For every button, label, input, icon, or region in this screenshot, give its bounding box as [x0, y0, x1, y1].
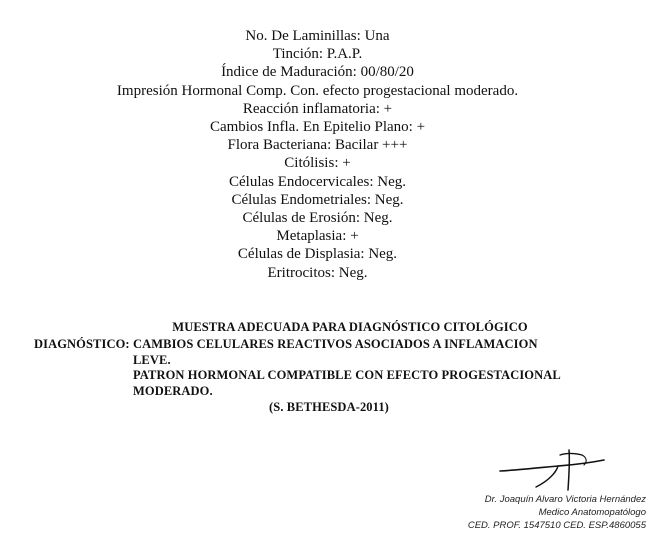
finding-hormonal-impression: Impresión Hormonal Comp. Con. efecto progestacional moderado. [116, 82, 519, 99]
diagnosis-line: CAMBIOS CELULARES REACTIVOS ASOCIADOS A INFLAMACION [133, 337, 538, 351]
finding-stain: Tinción: P.A.P. [272, 46, 363, 63]
diagnosis-line: LEVE. [133, 352, 171, 367]
diagnosis-lines [133, 337, 561, 399]
finding-erosion-cells: Células de Erosión: Neg. [242, 210, 393, 227]
finding-maturation-index: Índice de Maduración: 00/80/20 [221, 64, 414, 81]
diagnosis-reference: (S. BETHESDA-2011) [269, 400, 389, 414]
diagnosis-label: DIAGNÓSTICO: [34, 337, 130, 351]
diagnosis-line: PATRON HORMONAL COMPATIBLE CON EFECTO PROGESTACIONAL [133, 368, 561, 382]
diagnosis-line: MODERADO. [133, 383, 213, 398]
finding-metaplasia: Metaplasia: + [276, 228, 359, 245]
finding-erythrocytes: Eritrocitos: Neg. [267, 264, 368, 281]
doctor-title: Medico Anatomopatólogo [538, 507, 646, 518]
handwritten-signature [498, 447, 608, 491]
findings-list [0, 27, 635, 282]
finding-bacterial-flora: Flora Bacteriana: Bacilar +++ [227, 137, 408, 154]
doctor-credentials: CED. PROF. 1547510 CED. ESP.4860055 [467, 520, 646, 531]
finding-slides: No. De Laminillas: Una [245, 28, 390, 44]
doctor-name: Dr. Joaquín Alvaro Victoria Hernández [484, 494, 646, 505]
signature-block [420, 493, 646, 532]
finding-endometrial-cells: Células Endometriales: Neg. [231, 191, 404, 208]
finding-cytolysis: Citólisis: + [284, 155, 351, 172]
finding-dysplasia-cells: Células de Displasia: Neg. [237, 246, 398, 263]
finding-inflammatory-changes: Cambios Infla. En Epitelio Plano: + [209, 119, 426, 136]
finding-inflammatory-reaction: Reacción inflamatoria: + [242, 100, 393, 117]
finding-endocervical-cells: Células Endocervicales: Neg. [228, 173, 407, 190]
diagnosis-header: MUESTRA ADECUADA PARA DIAGNÓSTICO CITOLÓGICO [172, 320, 528, 334]
